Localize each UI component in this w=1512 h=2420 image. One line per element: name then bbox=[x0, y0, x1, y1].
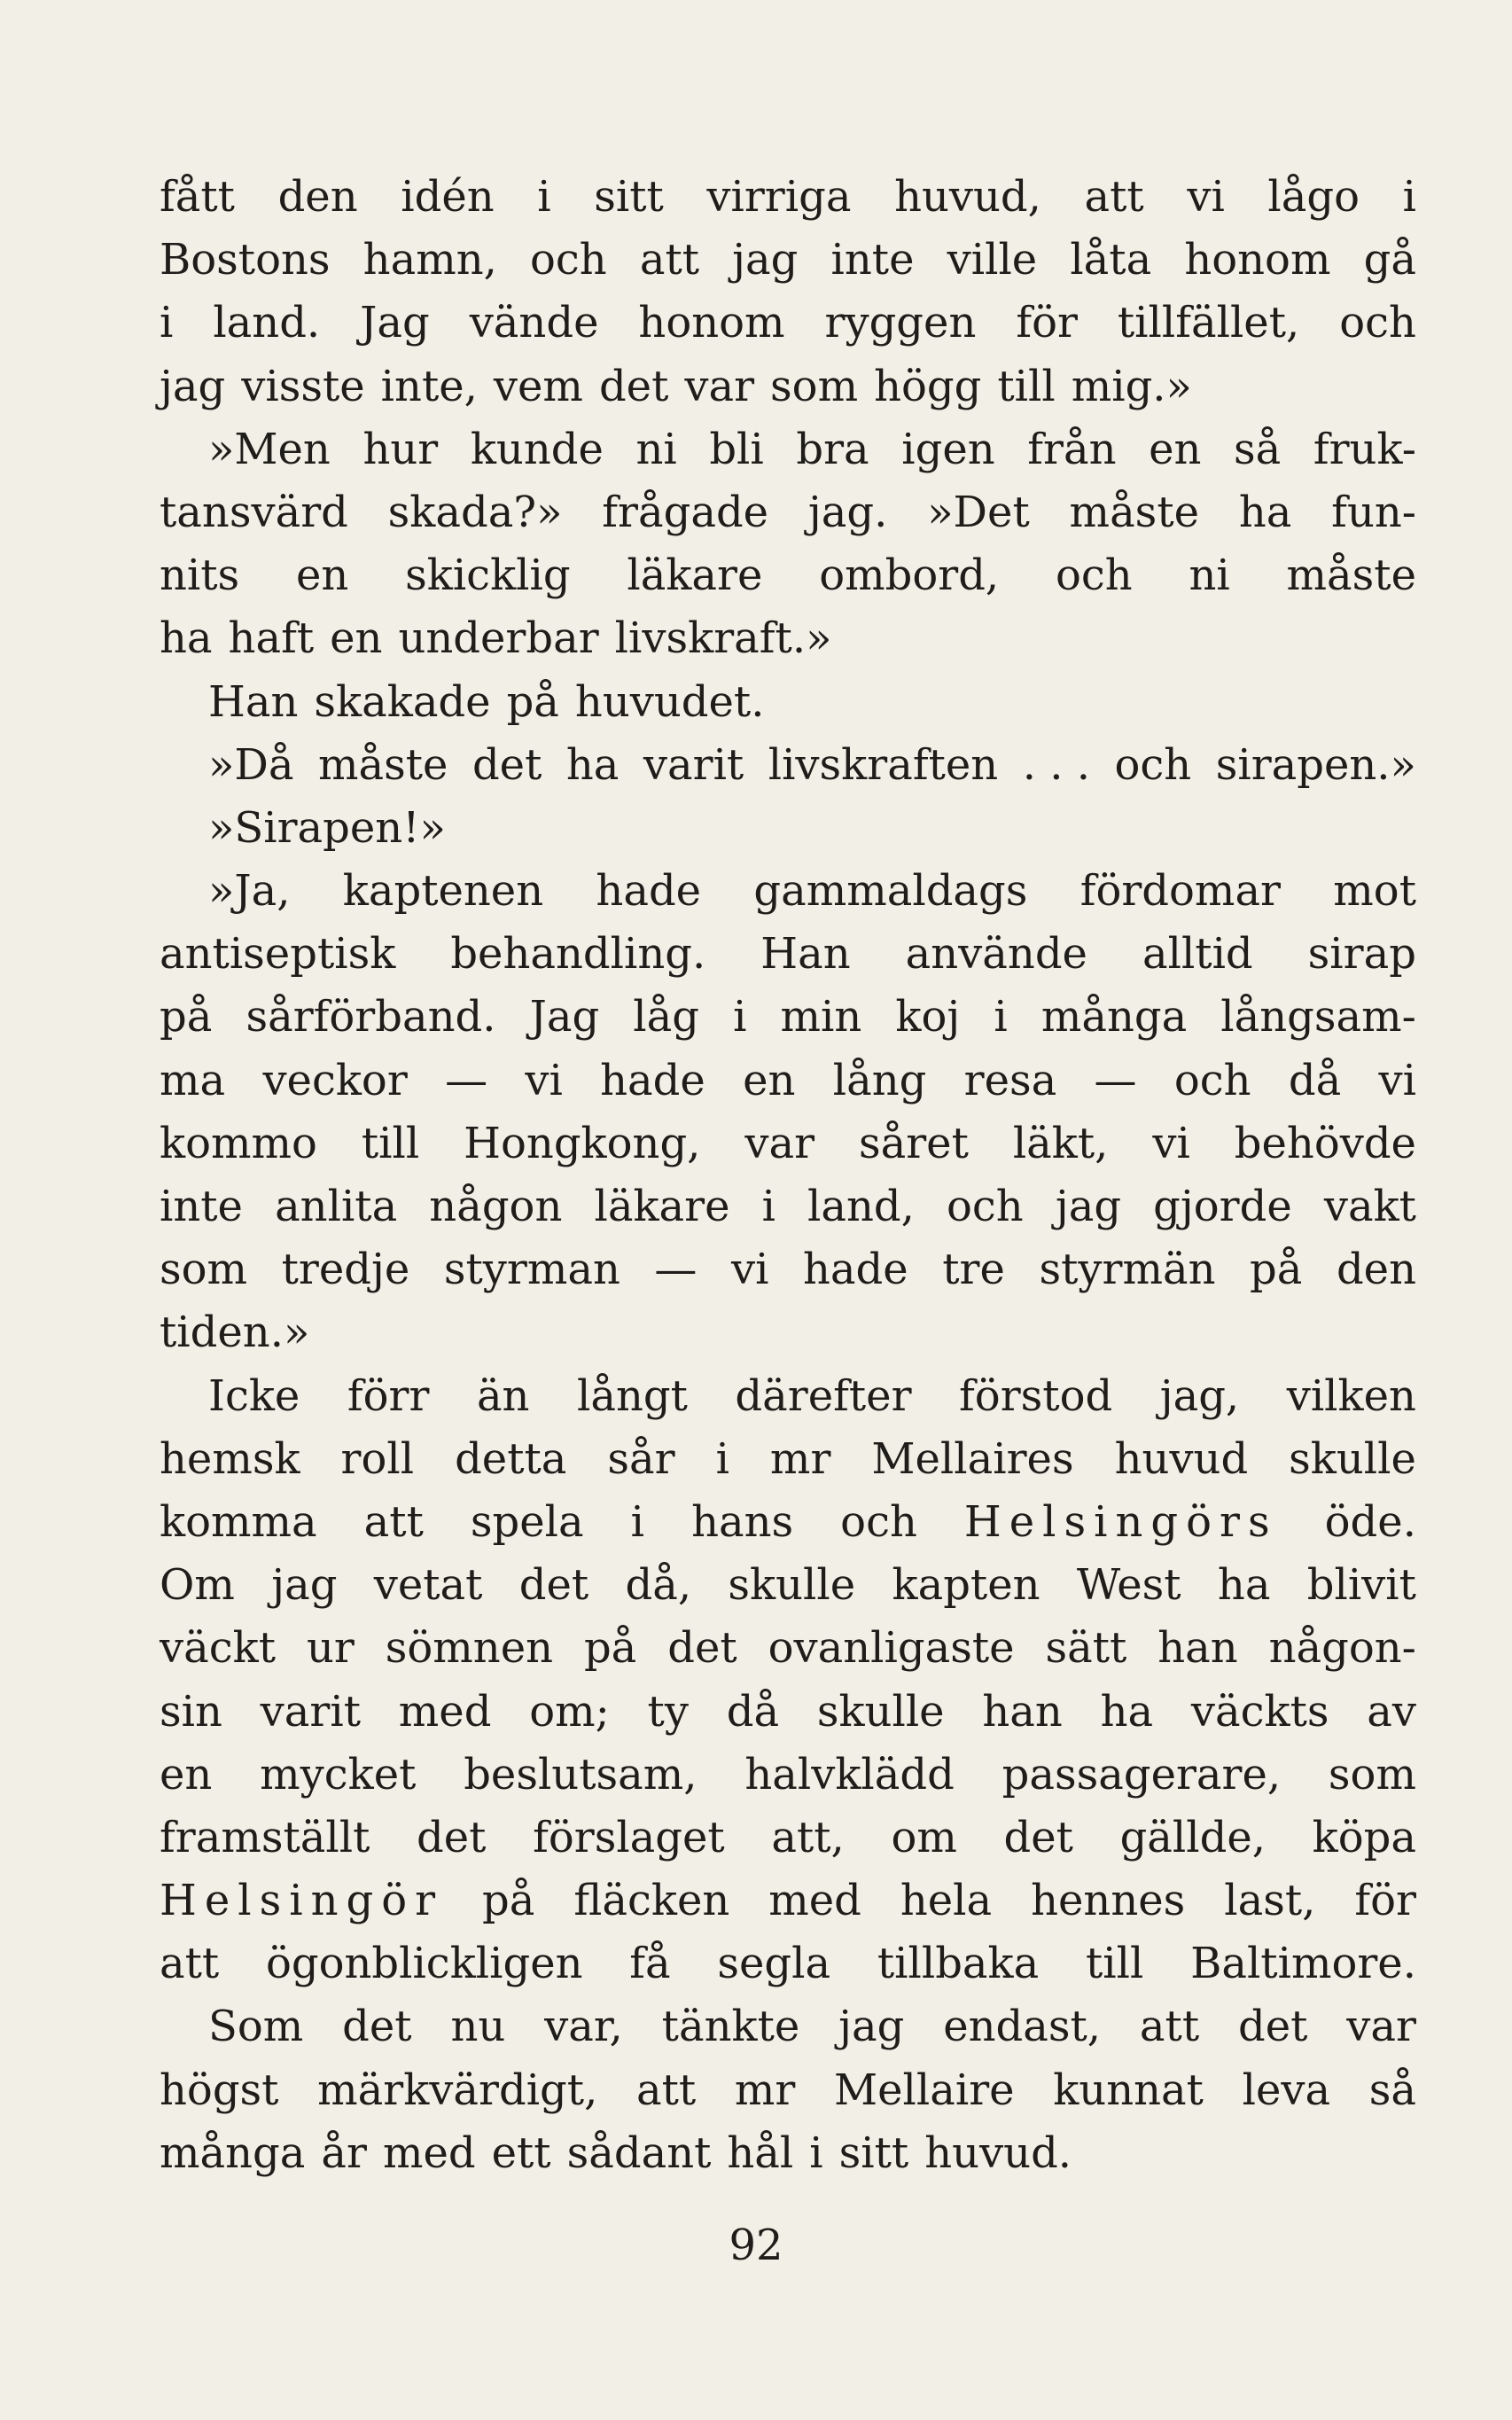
text-line bbox=[160, 1365, 1416, 1428]
word: vetat bbox=[373, 1560, 483, 1611]
word: vi bbox=[525, 1055, 563, 1105]
word: mot bbox=[1333, 866, 1416, 917]
word: om; bbox=[529, 1686, 610, 1737]
word: vilken bbox=[1286, 1370, 1416, 1421]
word: gammaldags bbox=[753, 866, 1028, 917]
word: sin bbox=[160, 1686, 222, 1737]
word: sitt bbox=[594, 172, 664, 222]
word: vi bbox=[730, 1245, 769, 1295]
word: vi bbox=[1152, 1118, 1190, 1168]
word: måste bbox=[1286, 550, 1416, 601]
word: märkvärdigt, bbox=[317, 2065, 598, 2115]
word: sirapen.» bbox=[1215, 739, 1416, 790]
text-line bbox=[160, 1112, 1416, 1175]
word: jag bbox=[732, 235, 799, 285]
word: hemsk bbox=[160, 1433, 300, 1484]
word: blivit bbox=[1306, 1560, 1416, 1611]
word: — bbox=[1094, 1055, 1137, 1105]
word: »Men bbox=[208, 424, 331, 474]
word: lång bbox=[832, 1055, 927, 1105]
word: vi bbox=[1378, 1055, 1416, 1105]
word: beslutsam, bbox=[464, 1749, 698, 1799]
word: förslaget bbox=[533, 1812, 725, 1862]
word: många bbox=[160, 2127, 306, 2178]
body-text bbox=[160, 166, 1416, 2185]
word: att, bbox=[771, 1812, 845, 1862]
word: Hongkong, bbox=[464, 1118, 701, 1168]
word: underbar bbox=[398, 613, 599, 664]
word: i bbox=[733, 992, 747, 1042]
word: använde bbox=[905, 929, 1087, 980]
word: ville bbox=[947, 235, 1038, 285]
word: år bbox=[321, 2127, 367, 2178]
word: »Ja, bbox=[208, 866, 291, 917]
word: visste bbox=[241, 361, 365, 411]
word: långt bbox=[576, 1370, 688, 1421]
word: i bbox=[809, 2127, 823, 2178]
word: att bbox=[635, 2065, 697, 2115]
text-line bbox=[160, 797, 1416, 860]
word: styrmän bbox=[1039, 1245, 1216, 1295]
word: livskraften bbox=[768, 739, 999, 790]
word: från bbox=[1027, 424, 1117, 474]
word: hål bbox=[727, 2127, 794, 2178]
word: inte bbox=[830, 235, 915, 285]
word: bli bbox=[709, 424, 764, 474]
word: en bbox=[743, 1055, 796, 1105]
word: i bbox=[715, 1433, 729, 1484]
word: resa bbox=[963, 1055, 1057, 1105]
word: bra bbox=[796, 424, 869, 474]
word: att bbox=[1139, 2002, 1200, 2052]
word: att bbox=[363, 1496, 424, 1547]
word: att bbox=[639, 235, 700, 285]
word: igen bbox=[901, 424, 995, 474]
word: det bbox=[472, 739, 542, 790]
word: till bbox=[997, 361, 1056, 411]
word: virriga bbox=[706, 172, 852, 222]
word: kunde bbox=[470, 424, 604, 474]
word: sätt bbox=[1045, 1623, 1127, 1674]
word: ty bbox=[647, 1686, 689, 1737]
word: ni bbox=[635, 424, 677, 474]
word: en bbox=[1149, 424, 1202, 474]
word: få bbox=[629, 1939, 671, 1989]
word: haft bbox=[228, 613, 315, 664]
word: veckor bbox=[262, 1055, 408, 1105]
text-line bbox=[160, 1050, 1416, 1112]
word: ur bbox=[306, 1623, 355, 1674]
word: endast, bbox=[943, 2002, 1102, 2052]
word: hade bbox=[596, 866, 702, 917]
word: tansvärd bbox=[160, 487, 348, 537]
word: ha bbox=[1217, 1560, 1271, 1611]
text-line bbox=[160, 671, 1416, 734]
word: förstod bbox=[959, 1370, 1113, 1421]
word: med bbox=[398, 1686, 492, 1737]
word: Helsingörs bbox=[963, 1496, 1278, 1547]
word: detta bbox=[455, 1433, 567, 1484]
word: med bbox=[382, 2127, 476, 2178]
word: många bbox=[1040, 992, 1188, 1042]
text-line bbox=[160, 2059, 1416, 2122]
word: till bbox=[361, 1118, 420, 1168]
word: framställt bbox=[160, 1812, 370, 1862]
word: det bbox=[598, 361, 669, 411]
word: leva bbox=[1242, 2065, 1331, 2115]
text-line bbox=[160, 1995, 1416, 2058]
word: tillbaka bbox=[877, 1939, 1040, 1989]
text-line bbox=[160, 1491, 1416, 1554]
word: en bbox=[295, 550, 349, 601]
word: en bbox=[330, 613, 383, 664]
word: ni bbox=[1189, 550, 1230, 601]
text-line bbox=[160, 2122, 1416, 2185]
word: det bbox=[518, 1560, 589, 1611]
word: Icke bbox=[208, 1370, 300, 1421]
word: som bbox=[160, 1245, 248, 1295]
word: vem bbox=[493, 361, 583, 411]
word: mr bbox=[769, 1433, 831, 1484]
word: den bbox=[277, 172, 358, 222]
word: roll bbox=[340, 1433, 415, 1484]
word: inte, bbox=[380, 361, 478, 411]
text-line bbox=[160, 355, 1416, 418]
word: det bbox=[1003, 1812, 1073, 1862]
word: och bbox=[947, 1182, 1024, 1231]
word: sömnen bbox=[385, 1623, 554, 1674]
word: ombord, bbox=[819, 550, 1000, 601]
word: vakt bbox=[1323, 1182, 1416, 1231]
word: måste bbox=[1069, 487, 1200, 537]
word: tredje bbox=[281, 1245, 410, 1295]
word: och bbox=[1055, 550, 1133, 601]
word: och bbox=[530, 235, 607, 285]
word: och bbox=[1173, 1055, 1251, 1105]
word: i bbox=[1402, 172, 1416, 222]
word: Mellaires bbox=[871, 1433, 1074, 1484]
word: tänkte bbox=[661, 2002, 800, 2052]
text-line bbox=[160, 1932, 1416, 1995]
word: och bbox=[840, 1496, 917, 1547]
word: tillfället, bbox=[1117, 298, 1300, 348]
word: skulle bbox=[816, 1686, 945, 1737]
word: var bbox=[684, 361, 755, 411]
word: på bbox=[1250, 1245, 1303, 1295]
word: ögonblickligen bbox=[265, 1939, 583, 1989]
word: fläcken bbox=[573, 1876, 730, 1926]
word: Baltimore. bbox=[1190, 1939, 1416, 1989]
word: hur bbox=[362, 424, 439, 474]
text-line bbox=[160, 481, 1416, 544]
word: fördomar bbox=[1079, 866, 1281, 917]
word: jag. bbox=[807, 487, 888, 537]
word: land, bbox=[807, 1182, 915, 1231]
word: ha bbox=[160, 613, 213, 664]
word: ha bbox=[1100, 1686, 1154, 1737]
word: mr bbox=[734, 2065, 796, 2115]
text-line bbox=[160, 1744, 1416, 1807]
text-line bbox=[160, 1617, 1416, 1680]
word: om bbox=[891, 1812, 957, 1862]
word: nits bbox=[160, 550, 240, 601]
word: så bbox=[1368, 2065, 1416, 2115]
text-line bbox=[160, 1681, 1416, 1744]
word: det bbox=[417, 1812, 487, 1862]
word: sår bbox=[607, 1433, 675, 1484]
word: därefter bbox=[735, 1370, 912, 1421]
word: alltid bbox=[1142, 929, 1253, 980]
word: anlita bbox=[275, 1182, 398, 1231]
word: . . . bbox=[1022, 739, 1090, 790]
word: skada?» bbox=[387, 487, 563, 537]
word: Jag bbox=[529, 992, 600, 1042]
word: — bbox=[445, 1055, 488, 1105]
text-line bbox=[160, 1301, 1416, 1364]
word: han bbox=[982, 1686, 1063, 1737]
word: kapten bbox=[892, 1560, 1040, 1611]
word: kunnat bbox=[1053, 2065, 1204, 2115]
word: i bbox=[761, 1182, 775, 1231]
word: och bbox=[1114, 739, 1192, 790]
word: väckt bbox=[160, 1623, 276, 1674]
text-line bbox=[160, 292, 1416, 355]
word: gjorde bbox=[1153, 1182, 1292, 1231]
word: jag, bbox=[1159, 1370, 1240, 1421]
word: hade bbox=[600, 1055, 705, 1105]
word: hamn, bbox=[362, 235, 497, 285]
word: Om bbox=[160, 1560, 235, 1611]
word: än bbox=[476, 1370, 530, 1421]
word: med bbox=[768, 1876, 861, 1926]
word: så bbox=[1234, 424, 1282, 474]
word: skicklig bbox=[405, 550, 571, 601]
word: en bbox=[160, 1749, 213, 1799]
word: segla bbox=[717, 1939, 831, 1989]
word: Som bbox=[208, 2002, 304, 2052]
word: på bbox=[506, 676, 559, 727]
word: inte bbox=[160, 1182, 243, 1231]
word: gällde, bbox=[1119, 1812, 1266, 1862]
text-line bbox=[160, 229, 1416, 292]
word: antiseptisk bbox=[160, 929, 396, 980]
word: frågade bbox=[602, 487, 769, 537]
word: mycket bbox=[260, 1749, 417, 1799]
word: jag bbox=[271, 1560, 338, 1611]
word: kommo bbox=[160, 1118, 317, 1168]
word: Bostons bbox=[160, 235, 331, 285]
word: på bbox=[583, 1623, 637, 1674]
word: lågo bbox=[1267, 172, 1360, 222]
word: Han bbox=[760, 929, 851, 980]
word: då bbox=[1288, 1055, 1342, 1105]
word: förr bbox=[347, 1370, 430, 1421]
word: någon bbox=[429, 1182, 563, 1231]
text-line bbox=[160, 1807, 1416, 1870]
word: fruk- bbox=[1313, 424, 1416, 474]
word: långsam- bbox=[1220, 992, 1416, 1042]
word: »Sirapen!» bbox=[208, 802, 446, 853]
word: och bbox=[1339, 298, 1416, 348]
word: för bbox=[1016, 298, 1078, 348]
word: i bbox=[994, 992, 1008, 1042]
word: jag bbox=[838, 2002, 905, 2052]
word: sårförband. bbox=[246, 992, 496, 1042]
word: väckts bbox=[1190, 1686, 1329, 1737]
word: honom bbox=[1184, 235, 1331, 285]
word: livskraft.» bbox=[614, 613, 832, 664]
word: låg bbox=[633, 992, 699, 1042]
word: det bbox=[342, 2002, 412, 2052]
word: läkare bbox=[594, 1182, 730, 1231]
word: sådant bbox=[566, 2127, 712, 2178]
word: låta bbox=[1070, 235, 1152, 285]
word: att bbox=[1084, 172, 1144, 222]
word: då, bbox=[625, 1560, 692, 1611]
word: Mellaire bbox=[833, 2065, 1015, 2115]
word: fun- bbox=[1331, 487, 1416, 537]
text-line bbox=[160, 418, 1416, 481]
word: i bbox=[537, 172, 551, 222]
word: nu bbox=[450, 2002, 506, 2052]
word: den bbox=[1336, 1245, 1416, 1295]
text-line bbox=[160, 923, 1416, 986]
word: då bbox=[726, 1686, 780, 1737]
word: huvud bbox=[1114, 1433, 1249, 1484]
word: köpa bbox=[1312, 1812, 1416, 1862]
word: på bbox=[160, 992, 213, 1042]
word: — bbox=[654, 1245, 698, 1295]
text-line bbox=[160, 544, 1416, 607]
word: min bbox=[780, 992, 862, 1042]
word: ovanligaste bbox=[768, 1623, 1015, 1674]
word: ryggen bbox=[824, 298, 977, 348]
word: honom bbox=[638, 298, 785, 348]
word: var, bbox=[544, 2002, 623, 2052]
text-line bbox=[160, 860, 1416, 923]
text-line bbox=[160, 734, 1416, 797]
word: högst bbox=[160, 2065, 279, 2115]
word: styrman bbox=[443, 1245, 620, 1295]
word: jag bbox=[160, 361, 226, 411]
word: fått bbox=[160, 172, 235, 222]
word: tre bbox=[942, 1245, 1005, 1295]
page-number: 92 bbox=[729, 2221, 783, 2270]
word: Jag bbox=[360, 298, 430, 348]
text-line bbox=[160, 607, 1416, 670]
word: land. bbox=[213, 298, 321, 348]
word: måste bbox=[317, 739, 448, 790]
word: på bbox=[482, 1876, 535, 1926]
word: »Då bbox=[208, 739, 294, 790]
word: jag bbox=[1055, 1182, 1122, 1231]
word: i bbox=[160, 298, 174, 348]
word: sirap bbox=[1307, 929, 1416, 980]
word: till bbox=[1085, 1939, 1144, 1989]
word: spela bbox=[470, 1496, 584, 1547]
word: behövde bbox=[1234, 1118, 1416, 1168]
word: halvklädd bbox=[744, 1749, 955, 1799]
word: för bbox=[1354, 1876, 1416, 1926]
word: hennes bbox=[1031, 1876, 1186, 1926]
word: såret bbox=[858, 1118, 969, 1168]
word: skakade bbox=[314, 676, 491, 727]
word: var bbox=[1346, 2002, 1416, 2052]
word: mig.» bbox=[1071, 361, 1192, 411]
word: komma bbox=[160, 1496, 317, 1547]
word: vi bbox=[1187, 172, 1225, 222]
word: huvudet. bbox=[574, 676, 765, 727]
word: Han bbox=[208, 676, 299, 727]
word: »Det bbox=[927, 487, 1030, 537]
text-line bbox=[160, 1554, 1416, 1617]
word: högg bbox=[874, 361, 982, 411]
word: tiden.» bbox=[160, 1308, 310, 1358]
text-line bbox=[160, 1428, 1416, 1491]
word: koj bbox=[895, 992, 961, 1042]
text-line bbox=[160, 1238, 1416, 1301]
word: som bbox=[770, 361, 859, 411]
word: skulle bbox=[1289, 1433, 1416, 1484]
word: i bbox=[630, 1496, 645, 1547]
word: varit bbox=[643, 739, 744, 790]
word: varit bbox=[260, 1686, 361, 1737]
word: ha bbox=[565, 739, 620, 790]
word: last, bbox=[1224, 1876, 1316, 1926]
text-line bbox=[160, 166, 1416, 229]
word: som bbox=[1328, 1749, 1416, 1799]
word: huvud. bbox=[924, 2127, 1072, 2178]
word: någon- bbox=[1268, 1623, 1416, 1674]
word: han bbox=[1157, 1623, 1238, 1674]
word: det bbox=[667, 1623, 737, 1674]
word: passagerare, bbox=[1002, 1749, 1282, 1799]
word: av bbox=[1367, 1686, 1416, 1737]
word: det bbox=[1237, 2002, 1308, 2052]
word: öde. bbox=[1324, 1496, 1416, 1547]
word: huvud, bbox=[894, 172, 1041, 222]
word: sitt bbox=[838, 2127, 909, 2178]
text-line bbox=[160, 1870, 1416, 1932]
word: behandling. bbox=[450, 929, 706, 980]
word: ett bbox=[491, 2127, 551, 2178]
word: att bbox=[160, 1939, 220, 1989]
text-line bbox=[160, 1175, 1416, 1238]
word: läkt, bbox=[1012, 1118, 1109, 1168]
word: läkare bbox=[627, 550, 763, 601]
text-line bbox=[160, 986, 1416, 1049]
word: hans bbox=[691, 1496, 794, 1547]
word: hade bbox=[803, 1245, 908, 1295]
word: ma bbox=[160, 1055, 226, 1105]
word: gå bbox=[1363, 235, 1416, 285]
word: idén bbox=[401, 172, 495, 222]
word: var bbox=[744, 1118, 815, 1168]
word: West bbox=[1076, 1560, 1181, 1611]
word: Helsingör bbox=[160, 1876, 444, 1926]
word: ha bbox=[1238, 487, 1292, 537]
word: vände bbox=[469, 298, 599, 348]
word: hela bbox=[900, 1876, 993, 1926]
word: kaptenen bbox=[342, 866, 544, 917]
word: skulle bbox=[728, 1560, 856, 1611]
